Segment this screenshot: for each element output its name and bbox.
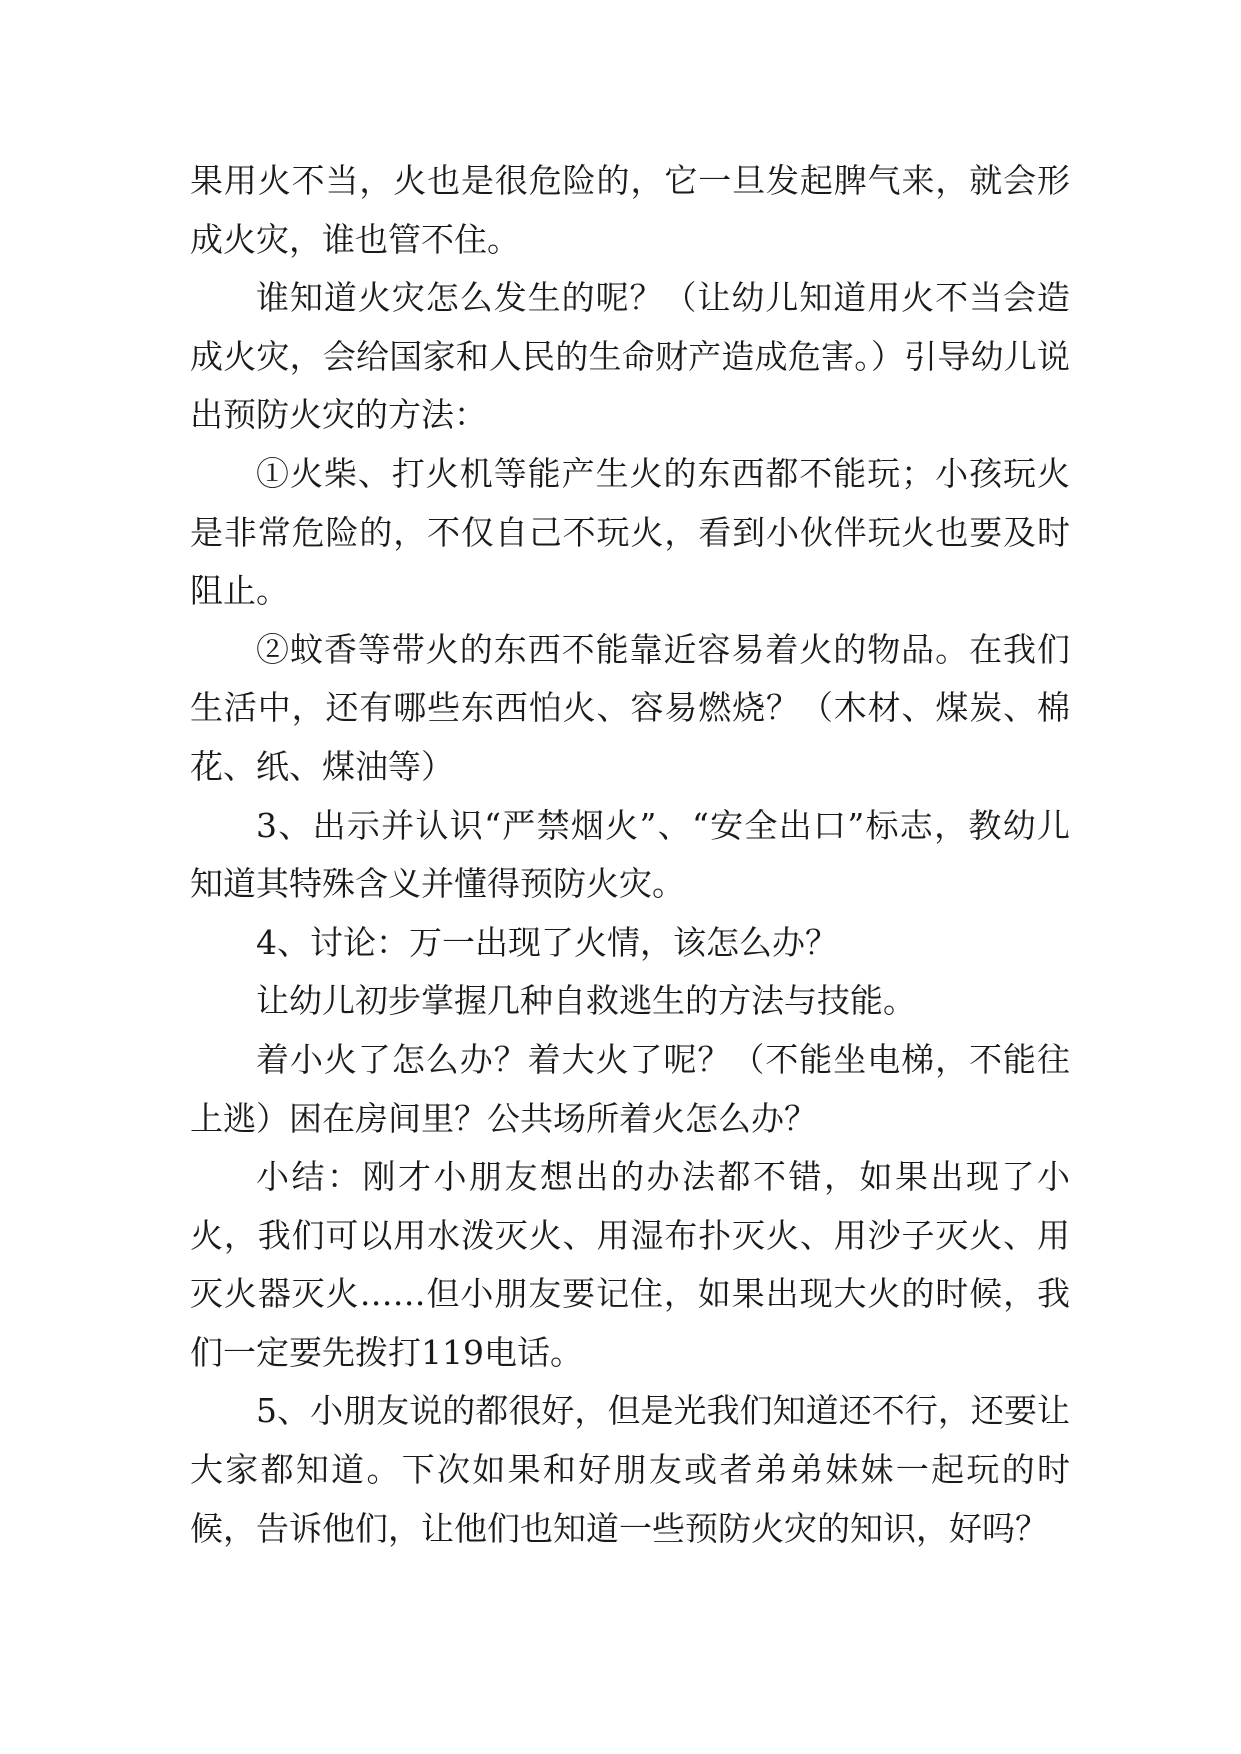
paragraph-step-4-discussion: 4、讨论：万一出现了火情，该怎么办？ [256, 922, 838, 962]
paragraph-item-2-mosquito-coil: ②蚊香等带火的东西不能靠近容易着火的物品。在我们生活中，还有哪些东西怕火、容易燃烧？（木材、煤炭、棉花、纸、煤油等） [190, 629, 1070, 786]
paragraph-scenarios: 着小火了怎么办？着大火了呢？（不能坐电梯，不能往上逃）困在房间里？公共场所着火怎么办？ [190, 1039, 1070, 1138]
paragraph-question-fire-causes: 谁知道火灾怎么发生的呢？（让幼儿知道用火不当会造成火灾，会给国家和人民的生命财产造成危害。）引导幼儿说出预防火灾的方法： [190, 278, 1070, 435]
paragraph-summary: 小结：刚才小朋友想出的办法都不错，如果出现了小火，我们可以用水泼灭火、用湿布扑灭火、用沙子灭火、用灭火器灭火……但小朋友要记住，如果出现大火的时候，我们一定要先拨打119电话。 [190, 1157, 1070, 1372]
paragraph-step-3-signs: 3、出示并认识“严禁烟火”、“安全出口”标志，教幼儿知道其特殊含义并懂得预防火灾。 [190, 805, 1070, 904]
paragraph-self-rescue: 让幼儿初步掌握几种自救逃生的方法与技能。 [256, 981, 916, 1021]
paragraph-step-5-share: 5、小朋友说的都很好，但是光我们知道还不行，还要让大家都知道。下次如果和好朋友或者弟弟妹妹一起玩的时候，告诉他们，让他们也知道一些预防火灾的知识，好吗？ [190, 1391, 1070, 1548]
paragraph-continuation: 果用火不当，火也是很危险的，它一旦发起脾气来，就会形成火灾，谁也管不住。 [190, 161, 1070, 259]
paragraph-item-1-matches: ①火柴、打火机等能产生火的东西都不能玩；小孩玩火是非常危险的，不仅自己不玩火，看到小伙伴玩火也要及时阻止。 [190, 453, 1070, 611]
document-body [190, 152, 1070, 1558]
